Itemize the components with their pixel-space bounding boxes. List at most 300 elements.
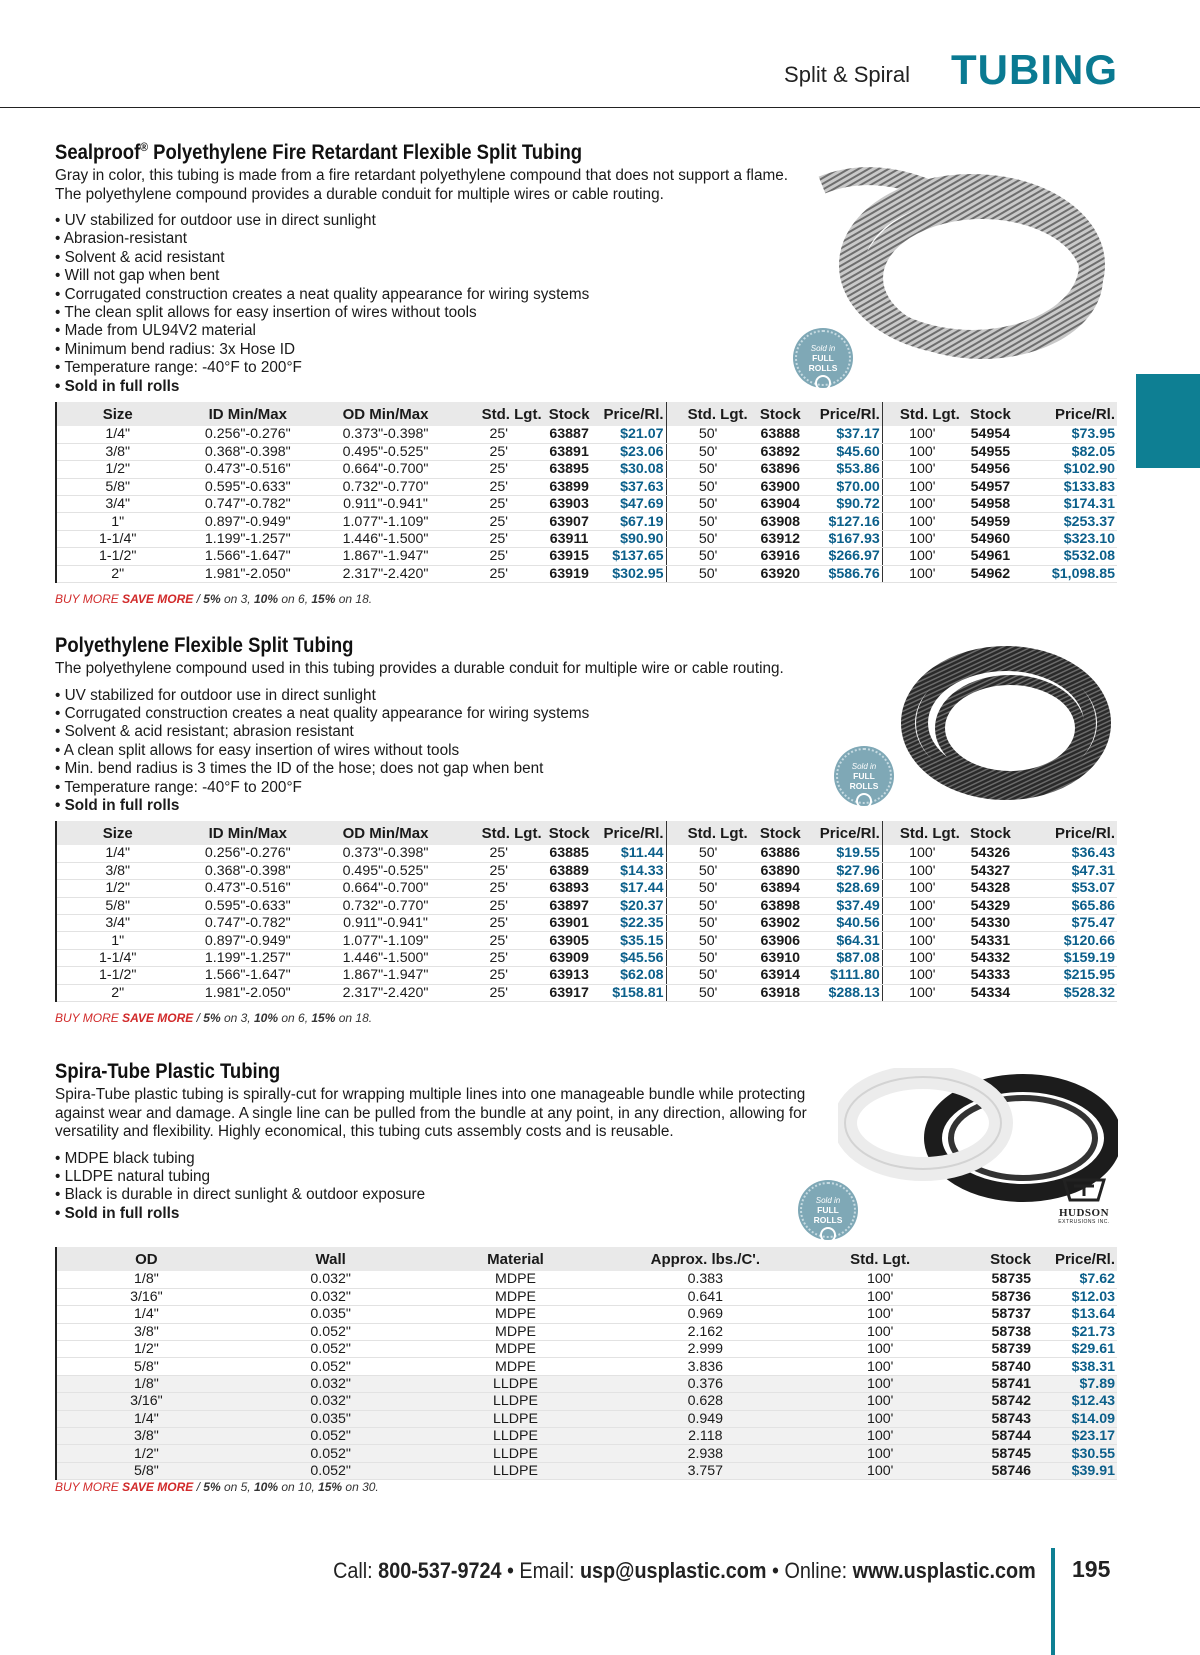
section-tab-marker [1136,374,1200,468]
table-row [56,1428,1117,1445]
discount-text: 10% [253,1011,278,1025]
table-cell: $64.31 [811,932,882,949]
table-cell: 100' [805,1445,955,1462]
table-cell: 0.383 [605,1271,805,1288]
section-description: Gray in color, this tubing is made from a fire retardant polyethylene compound that does not support a flame. The polyethylene compound provides a durable conduit for multiple wires or cable routing. [55,167,788,203]
table-row [56,1288,1117,1305]
table-cell: 50' [666,949,750,966]
table-cell: 1" [56,932,178,949]
table-cell: 0.373"-0.398" [317,426,454,443]
table-cell: 0.628 [605,1393,805,1410]
table-cell: 25' [454,548,544,565]
table-cell: $45.56 [595,949,666,966]
bulk-discount-note [55,1011,372,1025]
discount-text: on 18. [335,592,373,606]
table-cell: 50' [666,530,750,547]
table-cell: 50' [666,496,750,513]
table-cell: $29.61 [1033,1341,1117,1358]
column-header: Std. Lgt. [882,402,962,426]
table-cell: 3.836 [605,1358,805,1375]
table-cell: $127.16 [811,513,882,530]
table-cell: 50' [666,880,750,897]
table-cell: $12.03 [1033,1288,1117,1305]
table-cell: 54329 [962,897,1019,914]
table-cell: 54328 [962,880,1019,897]
table-cell: MDPE [426,1358,606,1375]
table-cell: 63916 [750,548,811,565]
email-address: usp@usplastic.com [580,1558,767,1583]
feature-item: • Temperature range: -40°F to 200°F [55,779,1117,797]
table-cell: $102.90 [1019,461,1117,478]
column-header: Stock [962,402,1019,426]
table-cell: 3/4" [56,915,178,932]
table-cell: LLDPE [426,1393,606,1410]
table-cell: $39.91 [1033,1462,1117,1479]
table-cell: 63904 [750,496,811,513]
table-cell: 2.162 [605,1323,805,1340]
table-cell: $53.07 [1019,880,1117,897]
table-cell: LLDPE [426,1375,606,1392]
feature-item: • Made from UL94V2 material [55,322,1117,340]
table-cell: 0.035" [236,1306,426,1323]
table-cell: 63913 [544,967,595,984]
column-header: OD [56,1247,236,1271]
table-cell: 100' [882,845,962,862]
discount-text: SAVE MORE [122,592,194,606]
feature-item-sold-in-rolls: • Sold in full rolls [55,1205,1117,1223]
table-cell: $37.49 [811,897,882,914]
table-cell: 100' [882,915,962,932]
table-cell: 100' [882,548,962,565]
table-cell: 1.446"-1.500" [317,530,454,547]
feature-item: • Corrugated construction creates a neat quality appearance for wiring systems [55,286,1117,304]
table-cell: MDPE [426,1271,606,1288]
column-header: Size [56,402,178,426]
table-cell: $174.31 [1019,496,1117,513]
table-cell: $133.83 [1019,478,1117,495]
spira-tube-price-table [55,1247,1117,1480]
table-cell: $528.32 [1019,984,1117,1001]
table-cell: 0.368"-0.398" [178,443,317,460]
table-cell: 63919 [544,565,595,582]
table-cell: 63909 [544,949,595,966]
table-cell: $90.90 [595,530,666,547]
table-cell: 100' [882,949,962,966]
column-header: OD Min/Max [317,402,454,426]
table-cell: LLDPE [426,1462,606,1479]
table-row [56,880,1117,897]
table-row [56,530,1117,547]
table-cell: 63900 [750,478,811,495]
column-header: Price/Rl. [1019,821,1117,845]
table-cell: 1/2" [56,461,178,478]
table-cell: 1-1/2" [56,967,178,984]
table-cell: 0.495"-0.525" [317,443,454,460]
table-cell: 2.317"-2.420" [317,984,454,1001]
discount-text: on 30. [342,1480,379,1494]
table-cell: 1" [56,513,178,530]
table-cell: 63897 [544,897,595,914]
discount-text: on 3, [220,1011,254,1025]
discount-text: / [193,1480,204,1494]
table-cell: 5/8" [56,897,178,914]
table-cell: MDPE [426,1341,606,1358]
column-header: Stock [544,821,595,845]
column-header: Std. Lgt. [666,402,750,426]
table-cell: 63915 [544,548,595,565]
table-cell: 0.032" [236,1393,426,1410]
table-cell: 100' [805,1306,955,1323]
table-cell: 100' [882,496,962,513]
table-cell: 1/4" [56,845,178,862]
table-cell: $266.97 [811,548,882,565]
section-title: Sealproof® Polyethylene Fire Retardant Flexible Split Tubing [55,140,583,164]
table-cell: $111.80 [811,967,882,984]
table-cell: $288.13 [811,984,882,1001]
feature-item: • Will not gap when bent [55,267,1117,285]
table-cell: 100' [882,478,962,495]
table-cell: 0.897"-0.949" [178,932,317,949]
table-cell: 50' [666,478,750,495]
table-cell: 3/4" [56,496,178,513]
table-row [56,1410,1117,1427]
footer-divider [1051,1548,1055,1655]
table-cell: $7.62 [1033,1271,1117,1288]
table-cell: $21.07 [595,426,666,443]
table-cell: 100' [882,565,962,582]
discount-text: BUY MORE [55,592,123,606]
table-cell: 25' [454,565,544,582]
table-cell: 58737 [955,1306,1033,1323]
feature-item: • Solvent & acid resistant; abrasion resistant [55,723,1117,741]
discount-text: on 6, [278,1011,312,1025]
table-row [56,949,1117,966]
table-cell: 0.732"-0.770" [317,897,454,914]
table-row [56,1462,1117,1479]
column-header: Stock [750,402,811,426]
table-cell: 25' [454,478,544,495]
table-cell: 50' [666,862,750,879]
discount-text: 5% [203,592,221,606]
discount-text: on 10, [278,1480,319,1494]
table-cell: $37.17 [811,426,882,443]
table-cell: 0.052" [236,1358,426,1375]
table-cell: 0.256"-0.276" [178,426,317,443]
table-cell: 54958 [962,496,1019,513]
table-cell: 1/2" [56,880,178,897]
table-cell: $158.81 [595,984,666,1001]
table-row [56,932,1117,949]
table-cell: 0.473"-0.516" [178,880,317,897]
table-cell: 50' [666,915,750,932]
table-cell: 50' [666,845,750,862]
table-cell: 25' [454,897,544,914]
column-header: Price/Rl. [595,821,666,845]
table-cell: $37.63 [595,478,666,495]
table-header-row [56,821,1117,845]
table-row [56,915,1117,932]
table-cell: 100' [805,1410,955,1427]
table-cell: 1/4" [56,1410,236,1427]
table-cell: 63907 [544,513,595,530]
bulk-discount-note [55,592,372,606]
hudson-logo: HUDSON EXTRUSIONS INC. [1052,1178,1116,1230]
bulk-discount-note [55,1480,379,1494]
table-cell: 58743 [955,1410,1033,1427]
table-cell: 50' [666,426,750,443]
table-cell: 63905 [544,932,595,949]
table-cell: 1.446"-1.500" [317,949,454,966]
table-cell: 54334 [962,984,1019,1001]
table-cell: $120.66 [1019,932,1117,949]
table-cell: 63917 [544,984,595,1001]
discount-text: BUY MORE [55,1480,123,1494]
table-cell: LLDPE [426,1445,606,1462]
column-header: Size [56,821,178,845]
sold-in-full-rolls-badge: Sold in FULL ROLLS [800,1182,856,1238]
table-cell: 0.052" [236,1445,426,1462]
table-cell: $137.65 [595,548,666,565]
column-header: Std. Lgt. [454,821,544,845]
column-header: Material [426,1247,606,1271]
table-cell: 0.911"-0.941" [317,496,454,513]
table-cell: 0.747"-0.782" [178,496,317,513]
table-cell: $586.76 [811,565,882,582]
table-cell: 0.373"-0.398" [317,845,454,862]
table-cell: 100' [882,530,962,547]
table-cell: 0.052" [236,1341,426,1358]
table-cell: $167.93 [811,530,882,547]
table-cell: 1.566"-1.647" [178,967,317,984]
table-row [56,984,1117,1001]
table-cell: 1.077"-1.109" [317,932,454,949]
table-row [56,862,1117,879]
table-cell: 58742 [955,1393,1033,1410]
table-cell: 54962 [962,565,1019,582]
column-header: Stock [955,1247,1033,1271]
table-row [56,1393,1117,1410]
page-number: 195 [1072,1556,1111,1582]
discount-text: BUY MORE [55,1011,123,1025]
table-cell: 63891 [544,443,595,460]
table-row [56,1341,1117,1358]
table-cell: $90.72 [811,496,882,513]
table-cell: 50' [666,984,750,1001]
table-cell: 1/8" [56,1375,236,1392]
table-cell: 0.897"-0.949" [178,513,317,530]
table-cell: 5/8" [56,1462,236,1479]
table-cell: 0.052" [236,1428,426,1445]
table-cell: 63910 [750,949,811,966]
table-cell: $62.08 [595,967,666,984]
table-cell: 58738 [955,1323,1033,1340]
header-subtitle: Split & Spiral [784,62,910,87]
table-cell: 100' [805,1288,955,1305]
table-cell: $11.44 [595,845,666,862]
table-cell: 63903 [544,496,595,513]
discount-text: 5% [203,1011,221,1025]
column-header: Std. Lgt. [666,821,750,845]
table-cell: 0.664"-0.700" [317,461,454,478]
table-cell: $7.89 [1033,1375,1117,1392]
discount-text: 15% [311,1011,336,1025]
table-cell: 3/8" [56,1428,236,1445]
discount-text: 10% [253,1480,278,1494]
table-cell: $1,098.85 [1019,565,1117,582]
sealproof-price-table [55,402,1117,583]
table-header-row [56,1247,1117,1271]
section-description: Spira-Tube plastic tubing is spirally-cut for wrapping multiple lines into one manageable bundle while protecting against wear and damage. A single line can be pulled from the bundle at any point, in any direction, allowing for versatility and flexibility. Highly economical, this tubing cuts assembly costs and is reusable. [55,1086,807,1140]
table-cell: 50' [666,513,750,530]
table-cell: 1/4" [56,426,178,443]
feature-item: • Minimum bend radius: 3x Hose ID [55,341,1117,359]
table-cell: 1.199"-1.257" [178,530,317,547]
table-cell: $20.37 [595,897,666,914]
header-title: TUBING [951,46,1118,93]
table-row [56,1323,1117,1340]
table-cell: 0.732"-0.770" [317,478,454,495]
table-cell: 63893 [544,880,595,897]
phone-number: 800-537-9724 [378,1558,502,1583]
discount-text: on 5, [220,1480,254,1494]
table-cell: 63896 [750,461,811,478]
table-cell: 0.052" [236,1323,426,1340]
table-cell: $14.09 [1033,1410,1117,1427]
feature-item: • Black is durable in direct sunlight & outdoor exposure [55,1186,1117,1204]
table-cell: 54330 [962,915,1019,932]
table-cell: 63920 [750,565,811,582]
table-cell: 1.566"-1.647" [178,548,317,565]
table-cell: 0.368"-0.398" [178,862,317,879]
table-cell: 54327 [962,862,1019,879]
table-cell: 25' [454,530,544,547]
table-cell: 50' [666,897,750,914]
discount-text: SAVE MORE [122,1480,194,1494]
feature-item: • A clean split allows for easy insertion of wires without tools [55,742,1117,760]
table-cell: $323.10 [1019,530,1117,547]
table-cell: 2" [56,565,178,582]
table-cell: 25' [454,915,544,932]
table-cell: 50' [666,932,750,949]
table-cell: 0.664"-0.700" [317,880,454,897]
table-cell: 25' [454,932,544,949]
feature-item: • Abrasion-resistant [55,230,1117,248]
column-header: Price/Rl. [1019,402,1117,426]
table-cell: 58740 [955,1358,1033,1375]
table-cell: 1/8" [56,1271,236,1288]
table-cell: 100' [805,1271,955,1288]
table-cell: 58745 [955,1445,1033,1462]
table-cell: 1-1/4" [56,949,178,966]
table-row [56,565,1117,582]
column-header: Price/Rl. [1033,1247,1117,1271]
discount-text: 10% [253,592,278,606]
discount-text: on 18. [335,1011,373,1025]
table-cell: 54960 [962,530,1019,547]
table-cell: 100' [882,932,962,949]
table-cell: 63908 [750,513,811,530]
discount-text: 15% [311,592,336,606]
table-cell: 100' [882,862,962,879]
table-cell: $22.35 [595,915,666,932]
table-row [56,897,1117,914]
table-cell: 100' [882,461,962,478]
table-row [56,496,1117,513]
table-cell: 54332 [962,949,1019,966]
table-cell: $215.95 [1019,967,1117,984]
table-cell: $67.19 [595,513,666,530]
column-header: Approx. lbs./C'. [605,1247,805,1271]
table-cell: 58735 [955,1271,1033,1288]
table-cell: 100' [805,1358,955,1375]
section-title: Polyethylene Flexible Split Tubing [55,634,354,657]
column-header: ID Min/Max [178,402,317,426]
table-cell: 1.867"-1.947" [317,548,454,565]
table-cell: $21.73 [1033,1323,1117,1340]
table-cell: 2.317"-2.420" [317,565,454,582]
table-cell: 100' [805,1393,955,1410]
table-cell: 100' [882,897,962,914]
column-header: Std. Lgt. [882,821,962,845]
table-row [56,1358,1117,1375]
table-cell: 3.757 [605,1462,805,1479]
table-cell: 25' [454,967,544,984]
table-cell: 0.052" [236,1462,426,1479]
feature-item: • Min. bend radius is 3 times the ID of the hose; does not gap when bent [55,760,1117,778]
table-cell: $82.05 [1019,443,1117,460]
column-header: Price/Rl. [811,821,882,845]
table-cell: 63888 [750,426,811,443]
table-cell: $23.06 [595,443,666,460]
table-cell: 54333 [962,967,1019,984]
table-cell: 5/8" [56,1358,236,1375]
table-cell: 1/2" [56,1341,236,1358]
table-cell: 63899 [544,478,595,495]
table-cell: 3/8" [56,1323,236,1340]
column-header: Wall [236,1247,426,1271]
table-cell: 1.981"-2.050" [178,565,317,582]
hudson-emblem-icon [1062,1178,1106,1202]
table-cell: $302.95 [595,565,666,582]
table-row [56,845,1117,862]
table-row [56,548,1117,565]
table-cell: 0.473"-0.516" [178,461,317,478]
table-cell: $47.31 [1019,862,1117,879]
table-cell: 0.032" [236,1271,426,1288]
table-cell: $159.19 [1019,949,1117,966]
table-cell: $23.17 [1033,1428,1117,1445]
table-cell: 63902 [750,915,811,932]
table-cell: 54326 [962,845,1019,862]
table-cell: MDPE [426,1306,606,1323]
table-cell: 63895 [544,461,595,478]
discount-text: / [193,592,204,606]
table-row [56,461,1117,478]
table-cell: 63885 [544,845,595,862]
table-cell: $19.55 [811,845,882,862]
page-footer [0,1548,1200,1608]
table-cell: 50' [666,565,750,582]
table-cell: 54331 [962,932,1019,949]
table-cell: 100' [882,967,962,984]
table-cell: $27.96 [811,862,882,879]
table-cell: 1.867"-1.947" [317,967,454,984]
table-cell: 25' [454,426,544,443]
column-header: Stock [544,402,595,426]
table-cell: 54955 [962,443,1019,460]
table-cell: 54956 [962,461,1019,478]
column-header: Price/Rl. [811,402,882,426]
